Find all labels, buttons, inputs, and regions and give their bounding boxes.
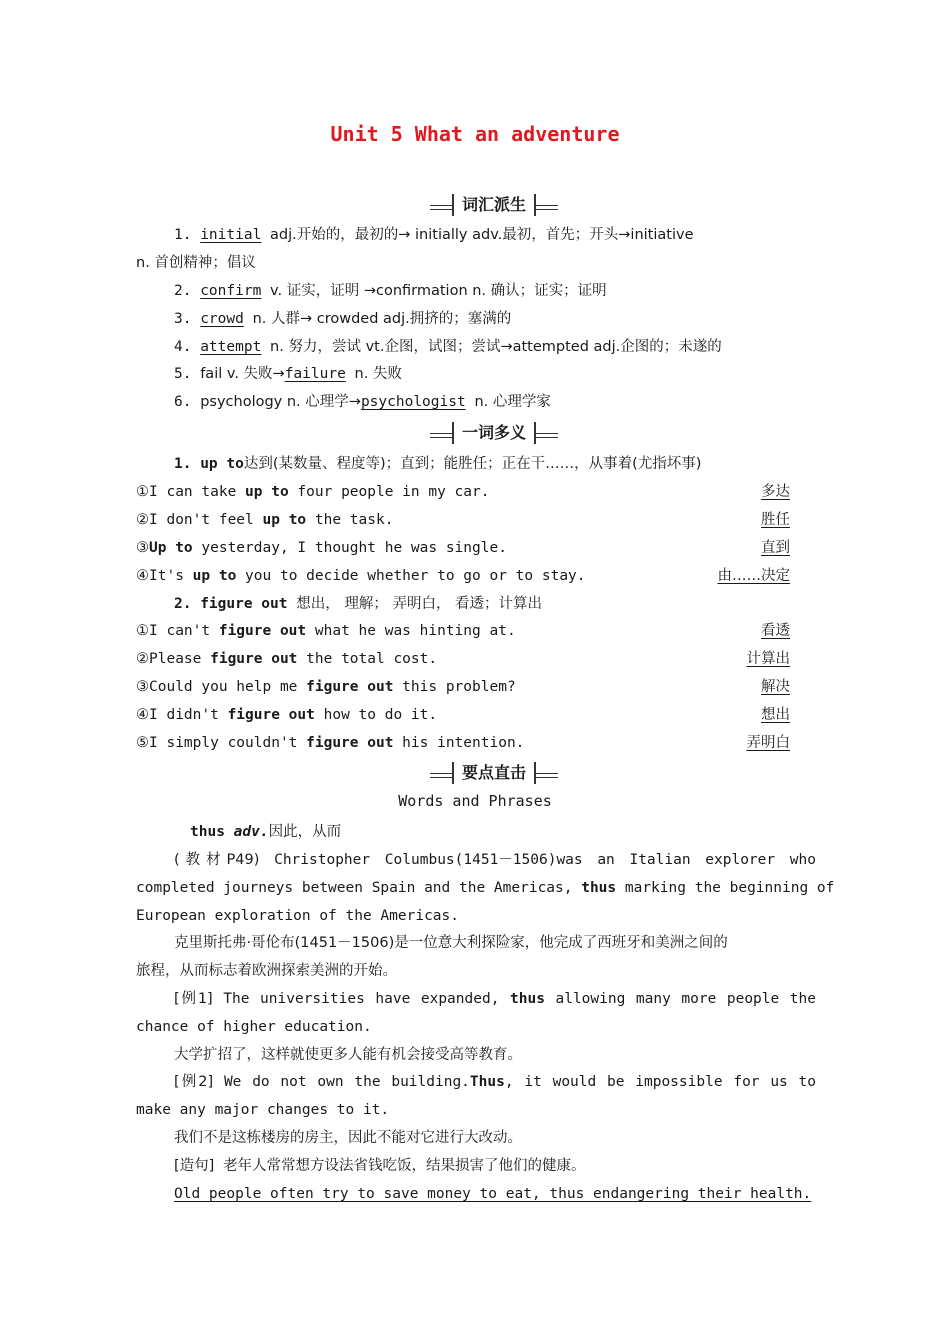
answer-blank: 看透 xyxy=(761,623,790,639)
example-sentence xyxy=(136,478,816,506)
textbook-line xyxy=(136,902,816,930)
phrase-headword: 2. figure out xyxy=(174,596,288,612)
keyword: Thus xyxy=(469,1074,505,1090)
keyword: figure out xyxy=(227,707,315,723)
sentence-part: ②I don't feel xyxy=(136,512,263,528)
item-headword: attempt xyxy=(200,339,262,355)
keyword: up to xyxy=(262,512,307,528)
make-sentence-answer xyxy=(174,1180,816,1208)
example-tag: [例1] xyxy=(174,991,213,1007)
textbook-text: Christopher Columbus(1451－1506)was an Italian explorer who xyxy=(274,852,816,868)
example-sentence xyxy=(136,617,816,645)
example-1-cont: chance of higher education. xyxy=(136,1019,372,1035)
sentence-part: , it would be impossible for us to xyxy=(504,1074,817,1090)
item-number: 5. xyxy=(174,366,192,382)
example-sentence xyxy=(136,673,816,701)
page-title: Unit 5 What an adventure xyxy=(330,122,620,146)
item-derivation-cont: n. 首创精神；倡议 xyxy=(136,255,256,271)
entry-pos: adv. xyxy=(233,824,269,840)
item-headword: initial xyxy=(200,227,262,243)
item-derivation: adj.开始的，最初的→ initially adv.最初，首先；开头→initiative xyxy=(270,227,694,243)
textbook-translation: 旅程，从而标志着欧洲探索美洲的开始。 xyxy=(136,963,397,979)
section-label: 一词多义 xyxy=(461,423,526,442)
example-sentence xyxy=(136,645,816,673)
example-sentence xyxy=(136,506,816,534)
derivation-item xyxy=(174,388,816,416)
phrase-meanings: 达到(某数量、程度等)；直到；能胜任；正在干……，从事着(尤指坏事) xyxy=(243,456,702,472)
textbook-text: European exploration of the Americas. xyxy=(136,908,460,924)
sentence-part: his intention. xyxy=(393,735,525,751)
derivation-item-continued xyxy=(136,249,816,277)
answer-blank: 想出 xyxy=(761,707,790,723)
sentence-part: ⑤I simply couldn't xyxy=(136,735,307,751)
sentence-part: yesterday, I thought he was single. xyxy=(192,540,507,556)
sentence-part: the total cost. xyxy=(297,651,438,667)
example-sentence xyxy=(136,534,816,562)
keypoints-subtitle: Words and Phrases xyxy=(398,792,552,810)
example-sentence xyxy=(136,562,816,590)
answer-blank: 由……决定 xyxy=(717,568,790,584)
make-tag: [造句] xyxy=(174,1158,215,1174)
derivation-item xyxy=(174,333,816,361)
sentence-part: We do not own the building. xyxy=(223,1074,470,1090)
textbook-line xyxy=(174,846,816,874)
section-label: 词汇派生 xyxy=(461,195,526,214)
sentence-part: allowing many more people the xyxy=(544,991,816,1007)
item-derivation: v. 证实，证明 →confirmation n. 确认；证实；证明 xyxy=(270,283,607,299)
keyword: figure out xyxy=(306,679,394,695)
keyword: thus xyxy=(510,991,545,1007)
sentence-part: ③Could you help me xyxy=(136,679,307,695)
keyword: up to xyxy=(192,568,237,584)
textbook-line xyxy=(136,874,835,902)
item-number: 1. xyxy=(174,227,192,243)
derivation-item xyxy=(174,277,816,305)
keyword: thus xyxy=(581,880,617,896)
sentence-part: ③ xyxy=(136,540,149,556)
sentence-part: ④It's xyxy=(136,568,193,584)
phrase-headword: 1. up to xyxy=(174,456,244,472)
item-derivation: n. 心理学家 xyxy=(474,394,551,410)
sentence-part: what he was hinting at. xyxy=(306,623,516,639)
sentence-part: ①I can't xyxy=(136,623,219,639)
example-2 xyxy=(174,1068,816,1096)
entry-word: thus xyxy=(190,824,225,840)
polysemy-head xyxy=(174,590,816,618)
item-number: 4. xyxy=(174,339,192,355)
derivation-item xyxy=(174,305,816,333)
item-base: psychology n. 心理学→ xyxy=(200,394,361,410)
item-headword: failure xyxy=(284,366,346,382)
section-header-polysemy xyxy=(430,422,558,446)
sentence-part: ②Please xyxy=(136,651,211,667)
keyword: figure out xyxy=(210,651,298,667)
item-headword: confirm xyxy=(200,283,262,299)
answer-blank: 计算出 xyxy=(746,651,790,667)
example-tag: [例2] xyxy=(174,1074,214,1090)
item-number: 6. xyxy=(174,394,192,410)
textbook-text: completed journeys between Spain and the Americas, xyxy=(136,880,582,896)
sentence-part: ④I didn't xyxy=(136,707,228,723)
item-number: 3. xyxy=(174,311,192,327)
textbook-translation: 克里斯托弗·哥伦布(1451－1506)是一位意大利探险家，他完成了西班牙和美洲之间的 xyxy=(174,935,728,951)
polysemy-head xyxy=(174,450,816,478)
keyword: up to xyxy=(245,484,289,500)
answer-blank: 直到 xyxy=(761,540,790,556)
make-sentence xyxy=(174,1152,816,1180)
sentence-part: The universities have expanded, xyxy=(223,991,510,1007)
item-derivation: n. 努力，尝试 vt.企图，试图；尝试→attempted adj.企图的；未遂的 xyxy=(270,339,722,355)
derivation-item xyxy=(174,221,816,249)
example-sentence xyxy=(136,701,816,729)
keyword: Up to xyxy=(149,540,193,556)
section-header-keypoints xyxy=(430,762,558,786)
keyword: figure out xyxy=(218,623,307,639)
sentence-part: you to decide whether to go or to stay. xyxy=(236,568,586,584)
item-number: 2. xyxy=(174,283,192,299)
example-2-cont: make any major changes to it. xyxy=(136,1102,390,1118)
example-2-translation: 我们不是这栋楼房的房主，因此不能对它进行大改动。 xyxy=(174,1130,522,1146)
section-label: 要点直击 xyxy=(461,763,526,782)
example-1-translation: 大学扩招了，这样就使更多人能有机会接受高等教育。 xyxy=(174,1047,522,1063)
answer-blank: 胜任 xyxy=(761,512,790,528)
textbook-tag: (教材P49) xyxy=(174,852,260,868)
answer-blank: 弄明白 xyxy=(746,735,790,751)
sentence-part: four people in my car. xyxy=(288,484,490,500)
sentence-part: ①I can take xyxy=(136,484,246,500)
entry-head xyxy=(190,818,816,846)
item-derivation: n. 失败 xyxy=(354,366,402,382)
entry-meaning: 因此，从而 xyxy=(268,824,342,840)
answer-blank: 解决 xyxy=(761,679,790,695)
keyword: figure out xyxy=(306,735,394,751)
section-header-derivation xyxy=(430,194,558,218)
phrase-meanings: 想出， 理解； 弄明白， 看透；计算出 xyxy=(296,596,543,612)
item-headword: crowd xyxy=(200,311,244,327)
derivation-item xyxy=(174,360,816,388)
answer-blank: Old people often try to save money to eat, thus endangering their health. xyxy=(174,1186,812,1202)
item-headword: psychologist xyxy=(360,394,466,410)
sentence-part: the task. xyxy=(306,512,394,528)
make-prompt: 老年人常常想方设法省钱吃饭，结果损害了他们的健康。 xyxy=(223,1158,586,1174)
textbook-text: marking the beginning of xyxy=(616,880,835,896)
sentence-part: this problem? xyxy=(393,679,516,695)
item-derivation: n. 人群→ crowded adj.拥挤的；塞满的 xyxy=(252,311,512,327)
sentence-part: how to do it. xyxy=(314,707,438,723)
example-sentence xyxy=(136,729,816,757)
answer-blank: 多达 xyxy=(761,484,790,500)
item-base: fail v. 失败→ xyxy=(200,366,285,382)
example-1 xyxy=(174,985,816,1013)
